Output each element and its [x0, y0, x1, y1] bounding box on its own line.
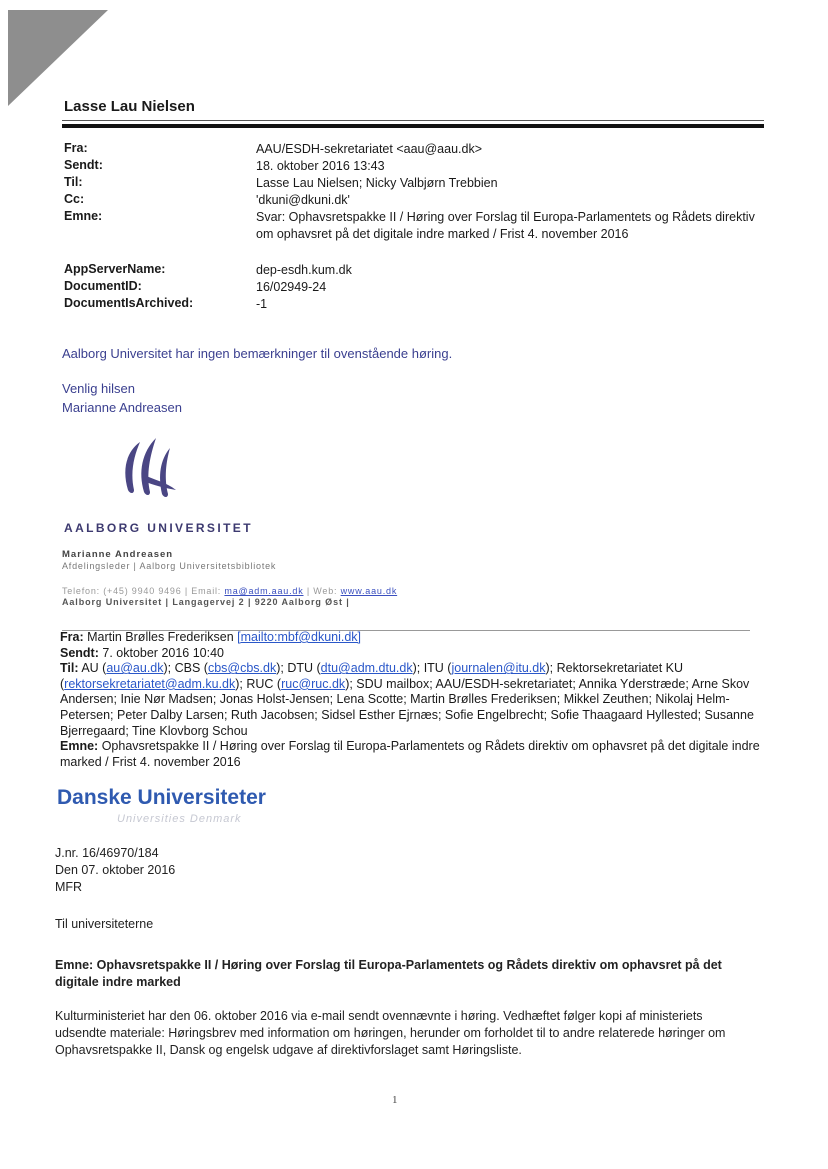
- forwarded-subject-value: Ophavsretspakke II / Høring over Forslag til Europa-Parlamentets og Rådets direktiv om ophavsret på det digitale indre marked / Frist 4. november 2016: [60, 739, 760, 769]
- letterhead-subtitle: Universities Denmark: [117, 813, 242, 825]
- field-label: Sendt:: [64, 158, 103, 172]
- email-link[interactable]: ma@adm.aau.dk: [224, 586, 304, 596]
- sender-name: Lasse Lau Nielsen: [64, 98, 195, 115]
- letter-reference: [55, 845, 175, 896]
- web-link[interactable]: www.aau.dk: [340, 586, 398, 596]
- phone-number: (+45) 9940 9496: [103, 586, 182, 596]
- folded-corner-icon: [8, 10, 108, 106]
- signature-name: Marianne Andreasen: [62, 549, 174, 560]
- meta-label: DocumentID:: [64, 279, 142, 293]
- mail-link-itu[interactable]: journalen@itu.dk: [451, 661, 546, 676]
- forwarded-subject-label: Emne:: [60, 739, 99, 754]
- to-text: ); ITU (: [412, 661, 452, 676]
- field-label: Emne:: [64, 209, 103, 223]
- web-label: | Web:: [306, 586, 338, 596]
- email-label: | Email:: [184, 586, 222, 596]
- reply-signer: Marianne Andreasen: [62, 400, 182, 415]
- forwarded-sent-label: Sendt:: [60, 645, 99, 660]
- field-value: AAU/ESDH-sekretariatet <aau@aau.dk>: [256, 142, 482, 156]
- to-text: ); RUC (: [235, 676, 282, 691]
- to-text: ); SDU mailbox; AAU/ESDH-sekretariatet; Annika Yderstræde; Arne Skov Andersen; Inie Nør Madsen; Jonas Holst-Jensen; Lena Scotte; Martin Brølles Frederiksen; Mikkel Zeuthen; Nikolaj Helm-Petersen; Peter Dalby Larsen; Ruth Jacobsen; Sidsel Esther Ejrnæs; Sofie Engelbrecht; Sofie Thaagaard Hyllested; Susanne Bjerregaard; Tine Klovborg Schou: [60, 676, 754, 738]
- mail-link-ruc[interactable]: ruc@ruc.dk: [281, 676, 346, 691]
- to-text: ); DTU (: [276, 661, 321, 676]
- signature-contact: [62, 586, 397, 596]
- field-value: 'dkuni@dkuni.dk': [256, 193, 350, 207]
- forwarded-to: [60, 661, 760, 739]
- header-rule-thin: [62, 120, 764, 121]
- letter-initials: MFR: [55, 880, 83, 894]
- forwarded-subject: [60, 739, 760, 770]
- page-number: 1: [392, 1094, 398, 1106]
- meta-label: AppServerName:: [64, 262, 166, 276]
- meta-value: 16/02949-24: [256, 280, 327, 294]
- to-text: ); CBS (: [163, 661, 208, 676]
- signature-title: Afdelingsleder | Aalborg Universitetsbibliotek: [62, 561, 277, 571]
- meta-label: DocumentIsArchived:: [64, 296, 194, 310]
- mail-link-au[interactable]: au@au.dk: [106, 661, 164, 676]
- journal-number: J.nr. 16/46970/184: [55, 846, 159, 860]
- header-rule: [62, 124, 764, 128]
- field-value: 18. oktober 2016 13:43: [256, 159, 385, 173]
- mail-link-dtu[interactable]: dtu@adm.dtu.dk: [320, 661, 413, 676]
- university-wordmark: AALBORG UNIVERSITET: [64, 521, 253, 535]
- mail-link-cbs[interactable]: cbs@cbs.dk: [207, 661, 277, 676]
- meta-value: -1: [256, 297, 268, 311]
- forwarded-from-label: Fra:: [60, 630, 84, 644]
- letter-body: Kulturministeriet har den 06. oktober 2016 via e-mail sendt ovennævnte i høring. Vedhæftet følger kopi af ministeriets udsendte materiale: Høringsbrev med information om høringen, herunder om forholdet til to andre relaterede høringer om Ophavsretspakke II, Dansk og engelsk udgave af direktivforslaget samt Høringsliste.: [55, 1009, 726, 1057]
- forwarded-from: [60, 630, 760, 646]
- field-label: Fra:: [64, 141, 88, 155]
- field-label: Til:: [64, 175, 83, 189]
- signature-address: Aalborg Universitet | Langagervej 2 | 9220 Aalborg Øst |: [62, 597, 350, 607]
- mail-link-ku[interactable]: rektorsekretariatet@adm.ku.dk: [64, 676, 236, 691]
- forwarded-from-name: Martin Brølles Frederiksen: [87, 630, 234, 644]
- letter-recipients: Til universiteterne: [55, 917, 154, 931]
- forwarded-sent-value: 7. oktober 2016 10:40: [102, 645, 224, 660]
- meta-value: dep-esdh.kum.dk: [256, 263, 352, 277]
- forwarded-to-label: Til:: [60, 661, 79, 676]
- aau-logo-icon: [112, 434, 192, 500]
- phone-label: Telefon:: [62, 586, 100, 596]
- letter-date: Den 07. oktober 2016: [55, 863, 176, 877]
- forwarded-header: [60, 630, 760, 770]
- forwarded-sent: [60, 646, 760, 662]
- reply-text: Aalborg Universitet har ingen bemærkninger til ovenstående høring.: [62, 346, 453, 361]
- to-text: AU (: [81, 661, 107, 676]
- letter-subject: Emne: Ophavsretspakke II / Høring over Forslag til Europa-Parlamentets og Rådets direktiv om ophavsret på det digitale indre marked: [55, 958, 722, 989]
- letterhead-title: Danske Universiteter: [57, 786, 266, 809]
- forwarded-from-link[interactable]: [mailto:mbf@dkuni.dk]: [237, 630, 362, 644]
- field-value: Lasse Lau Nielsen; Nicky Valbjørn Trebbien: [256, 176, 498, 190]
- field-value: Svar: Ophavsretspakke II / Høring over Forslag til Europa-Parlamentets og Rådets direktiv om ophavsret på det digitale indre marked / Frist 4. november 2016: [256, 210, 755, 241]
- reply-closing: Venlig hilsen: [62, 381, 135, 396]
- to-text: ); Rektorsekretariatet KU (: [60, 661, 684, 691]
- field-label: Cc:: [64, 192, 85, 206]
